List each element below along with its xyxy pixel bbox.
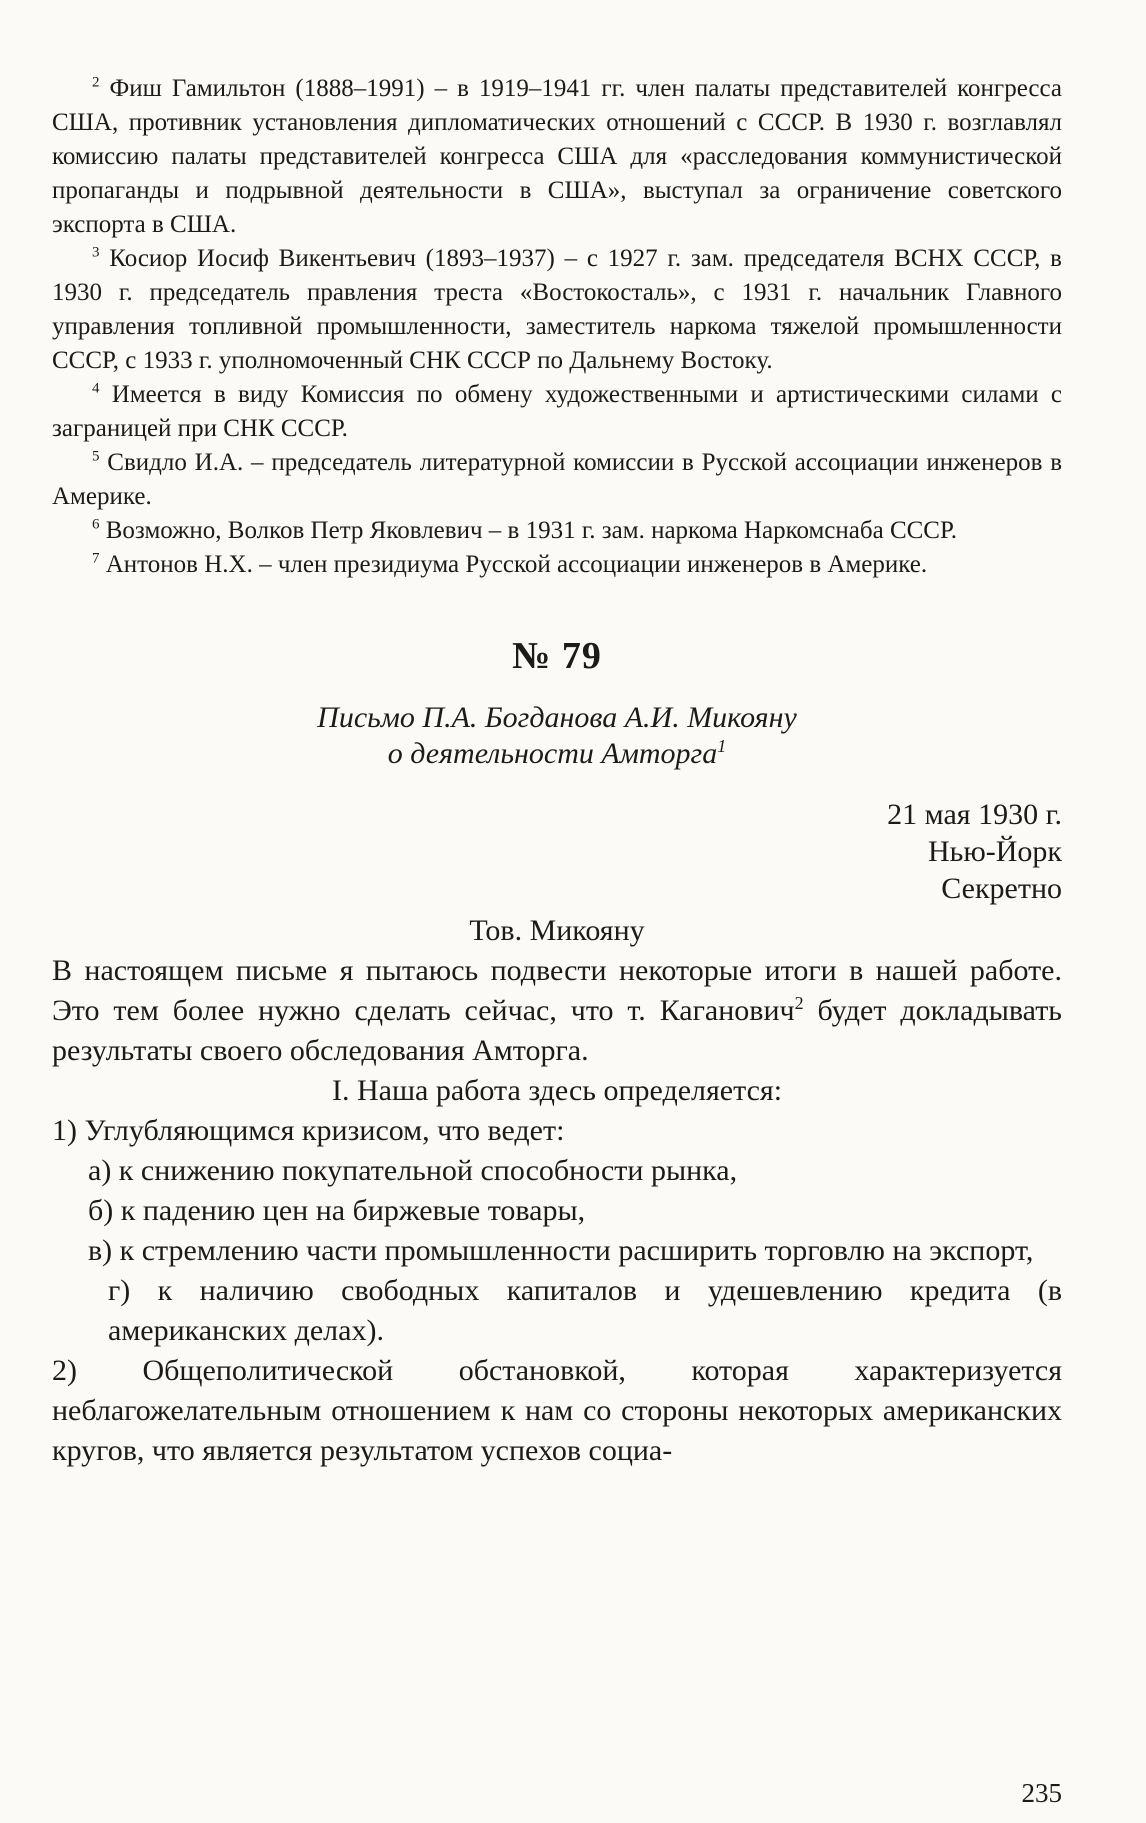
document-place: Нью-Йорк	[928, 835, 1062, 868]
point-2: 2) Общеполитической обстановкой, которая характеризуется неблагожелательным отношением к нам со стороны некоторых американских кругов, что является результатом успехов социа-	[52, 1354, 1062, 1467]
footnote-6	[52, 514, 1062, 548]
footnote-4	[52, 378, 1062, 446]
document-title-line1: Письмо П.А. Богданова А.И. Микояну	[317, 701, 797, 734]
document-date: 21 мая 1930 г.	[887, 798, 1062, 831]
footnote-marker: 2	[92, 74, 100, 91]
footnote-marker: 4	[92, 380, 100, 397]
footnote-marker: 7	[92, 550, 100, 567]
point-1a: а) к снижению покупательной способности рынка,	[88, 1154, 738, 1187]
footnote-marker: 6	[92, 516, 100, 533]
document-title-line2	[52, 736, 1062, 772]
footnote-5	[52, 446, 1062, 514]
footnote-text: Фиш Гамильтон (1888–1991) – в 1919–1941 гг. член палаты представителей конгресса США, противник установления дипломатических отношений с СССР. В 1930 г. возглавлял комиссию палаты представителей конгресса США для «расследования коммунистической пропаганды и подрывной деятельности в США», выступал за ограничение советского экспорта в США.	[52, 75, 1063, 238]
footnote-text: Антонов Н.Х. – член президиума Русской ассоциации инженеров в Америке.	[105, 551, 928, 578]
point-1c: в) к стремлению части промышленности расширить торговлю на экспорт,	[88, 1234, 1034, 1267]
intro-text-1: В настоящем письме я пытаюсь подвести некоторые итоги в нашей работе. Это тем более нужно сделать сейчас, что т. Каганович	[52, 954, 1062, 1027]
footnote-marker: 5	[92, 448, 100, 465]
intro-footnote-marker: 2	[794, 993, 804, 1013]
footnote-marker: 3	[92, 244, 100, 261]
intro-paragraph	[52, 951, 1062, 1071]
footnote-text: Косиор Иосиф Викентьевич (1893–1937) – с 1927 г. зам. председателя ВСНХ СССР, в 1930 г. председатель правления треста «Востокосталь», с 1931 г. начальник Главного управления топливной промышленности, заместитель наркома тяжелой промышленности СССР, с 1933 г. уполномоченный СНК СССР по Дальнему Востоку.	[52, 245, 1062, 374]
footnote-7	[52, 548, 1062, 582]
document-number: № 79	[512, 635, 602, 677]
footnote-text: Свидло И.А. – председатель литературной комиссии в Русской ассоциации инженеров в Америке.	[52, 449, 1063, 510]
point-1d: г) к наличию свободных капиталов и удешевлению кредита (в американских делах).	[108, 1274, 1062, 1347]
page-content	[52, 72, 1062, 1471]
document-classification: Секретно	[941, 872, 1062, 905]
footnote-3	[52, 242, 1062, 378]
document-meta	[52, 796, 1062, 907]
intro-text-2: будет докладывать результаты своего обследования Амторга.	[52, 994, 1062, 1067]
title-footnote-marker: 1	[717, 736, 727, 756]
point-1: 1) Углубляющимся кризисом, что ведет:	[52, 1114, 565, 1147]
page-number: 235	[1021, 1778, 1062, 1808]
footnotes	[52, 72, 1062, 582]
footnote-text: Возможно, Волков Петр Яковлевич – в 1931 г. зам. наркома Наркомснаба СССР.	[105, 517, 957, 544]
addressee: Тов. Микояну	[469, 914, 645, 947]
document-title-text: о деятельности Амторга	[387, 737, 718, 770]
footnote-2	[52, 72, 1062, 242]
footnote-text: Имеется в виду Комиссия по обмену художественными и артистическими силами с заграницей при СНК СССР.	[52, 381, 1063, 442]
point-1b: б) к падению цен на биржевые товары,	[88, 1194, 586, 1227]
section-heading: I. Наша работа здесь определяется:	[331, 1074, 783, 1107]
